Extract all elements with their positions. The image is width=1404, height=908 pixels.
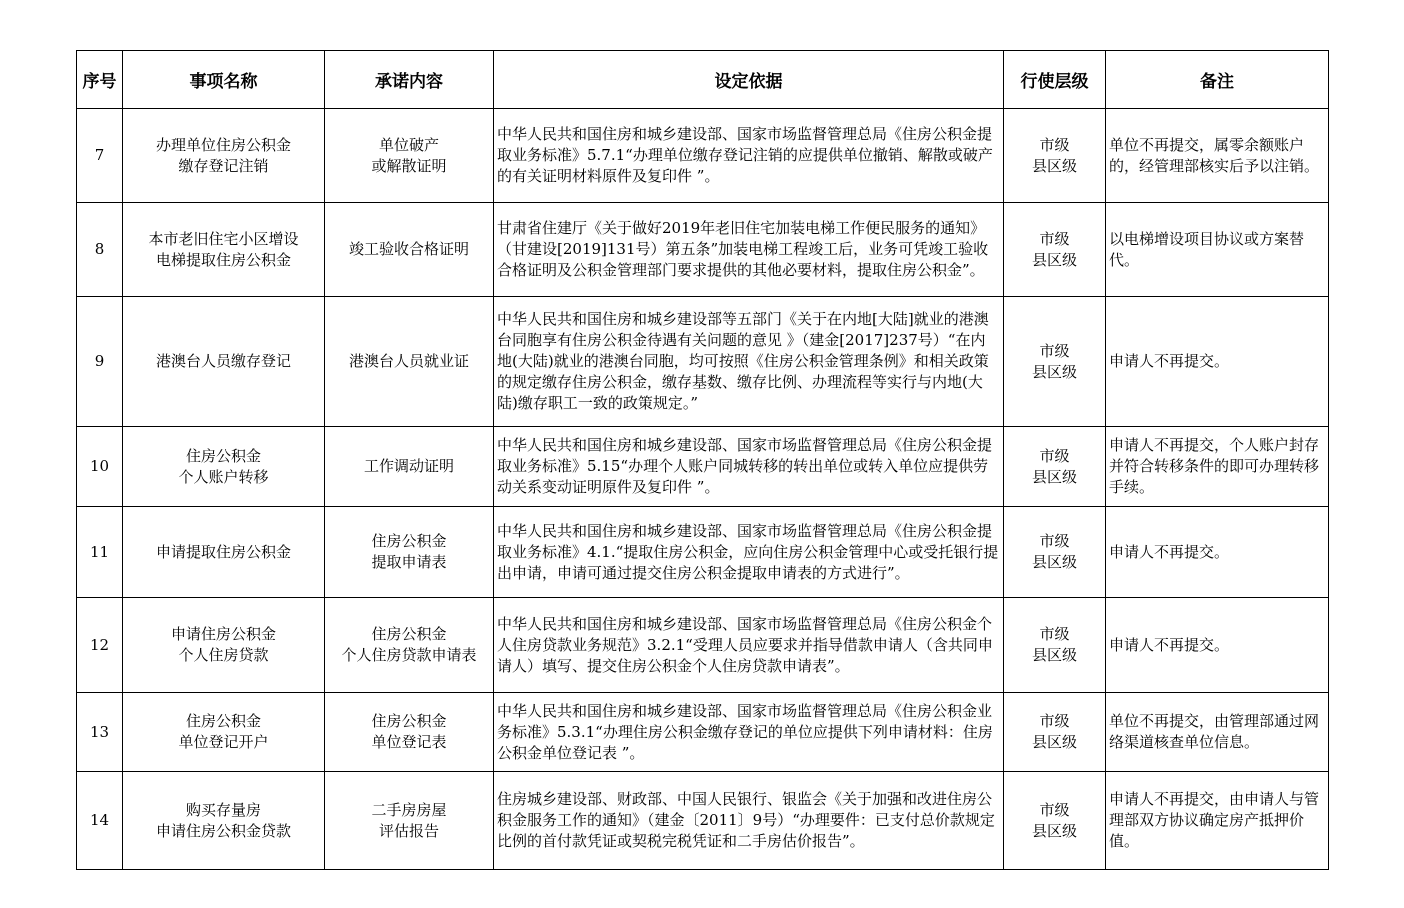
table-row: [77, 297, 1329, 427]
item-name: [123, 427, 325, 507]
item-name-line: 缴存登记注销: [178, 156, 269, 175]
legal-basis: 甘肃省住建厅《关于做好2019年老旧住宅加装电梯工作便民服务的通知》（甘建设[2019]131号）第五条”加装电梯工程竣工后，业务可凭竣工验收合格证明及公积金管理部门要求提供的其他必要材料，提取住房公积金”。: [494, 203, 1004, 297]
remark: 单位不再提交，由管理部通过网络渠道核查单位信息。: [1106, 693, 1329, 772]
commitment-content: [325, 598, 494, 693]
table-row: [77, 598, 1329, 693]
table-row: [77, 507, 1329, 598]
commitment-line: 住房公积金: [371, 712, 447, 730]
remark: 申请人不再提交。: [1106, 297, 1329, 427]
item-name: [123, 598, 325, 693]
jurisdiction-level: [1004, 427, 1106, 507]
legal-basis: 中华人民共和国住房和城乡建设部、国家市场监督管理总局《住房公积金提取业务标准》5.15“办理个人账户同城转移的转出单位或转入单位应提供劳动关系变动证明原件及复印件 ”。: [494, 427, 1004, 507]
table-row: [77, 693, 1329, 772]
table-row: [77, 427, 1329, 507]
table-row: [77, 109, 1329, 203]
commitment-line: 评估报告: [378, 821, 439, 840]
commitment-content: [325, 427, 494, 507]
level-line: 市级: [1039, 532, 1070, 550]
row-number: 11: [77, 507, 123, 598]
remark: 申请人不再提交。: [1106, 507, 1329, 598]
header-cell-name: 事项名称: [123, 51, 325, 109]
item-name-line: 单位登记开户: [178, 733, 269, 751]
item-name-line: 申请住房公积金: [170, 625, 276, 643]
level-line: 市级: [1039, 229, 1070, 248]
level-line: 县区级: [1031, 733, 1077, 751]
commitment-content: [325, 507, 494, 598]
commitment-content: [325, 297, 494, 427]
legal-basis: 中华人民共和国住房和城乡建设部、国家市场监督管理总局《住房公积金提取业务标准》5.7.1“办理单位缴存登记注销的应提供单位撤销、解散或破产的有关证明材料原件及复印件 ”。: [494, 109, 1004, 203]
level-line: 市级: [1039, 625, 1070, 643]
commitment-line: 竣工验收合格证明: [348, 240, 469, 258]
item-name-line: 住房公积金: [185, 712, 261, 730]
row-number: 7: [77, 109, 123, 203]
item-name-line: 住房公积金: [185, 446, 261, 465]
legal-basis: 中华人民共和国住房和城乡建设部、国家市场监督管理总局《住房公积金提取业务标准》4.1.“提取住房公积金，应向住房公积金管理中心或受托银行提出申请，申请可通过提交住房公积金提取申请表的方式进行”。: [494, 507, 1004, 598]
row-number: 9: [77, 297, 123, 427]
level-line: 市级: [1039, 341, 1070, 360]
item-name-line: 办理单位住房公积金: [155, 135, 291, 154]
level-line: 县区级: [1031, 250, 1077, 269]
jurisdiction-level: [1004, 297, 1106, 427]
item-name-line: 申请提取住房公积金: [155, 542, 291, 561]
header-row: [77, 51, 1329, 109]
remark: 申请人不再提交，个人账户封存并符合转移条件的即可办理转移手续。: [1106, 427, 1329, 507]
header-cell-basis: 设定依据: [494, 51, 1004, 109]
header-cell-commitment: 承诺内容: [325, 51, 494, 109]
row-number: 14: [77, 772, 123, 870]
legal-basis: 住房城乡建设部、财政部、中国人民银行、银监会《关于加强和改进住房公积金服务工作的通知》（建金〔2011〕9号）“办理要件：已支付总价款规定比例的首付款凭证或契税完税凭证和二手房估价报告”。: [494, 772, 1004, 870]
commitment-line: 工作调动证明: [363, 457, 454, 475]
level-line: 县区级: [1031, 646, 1077, 664]
row-number: 12: [77, 598, 123, 693]
commitment-line: 住房公积金: [371, 532, 447, 550]
jurisdiction-level: [1004, 598, 1106, 693]
table-row: [77, 772, 1329, 870]
table-row: [77, 203, 1329, 297]
level-line: 市级: [1039, 446, 1070, 465]
item-name: [123, 297, 325, 427]
commitment-line: 个人住房贷款申请表: [341, 646, 477, 664]
level-line: 县区级: [1031, 156, 1077, 175]
commitment-content: [325, 693, 494, 772]
commitment-line: 提取申请表: [371, 553, 447, 571]
row-number: 13: [77, 693, 123, 772]
jurisdiction-level: [1004, 772, 1106, 870]
item-name: [123, 693, 325, 772]
header-cell-no: 序号: [77, 51, 123, 109]
item-name: [123, 772, 325, 870]
commitment-content: [325, 109, 494, 203]
commitment-content: [325, 772, 494, 870]
level-line: 县区级: [1031, 467, 1077, 486]
commitment-line: 单位登记表: [371, 733, 447, 751]
item-name: [123, 203, 325, 297]
item-name-line: 本市老旧住宅小区增设: [148, 229, 299, 248]
item-name-line: 电梯提取住房公积金: [155, 250, 291, 269]
item-name-line: 港澳台人员缴存登记: [155, 352, 291, 370]
item-name-line: 购买存量房: [185, 800, 261, 819]
legal-basis: 中华人民共和国住房和城乡建设部、国家市场监督管理总局《住房公积金业务标准》5.3.1“办理住房公积金缴存登记的单位应提供下列申请材料：住房公积金单位登记表 ”。: [494, 693, 1004, 772]
item-name: [123, 109, 325, 203]
level-line: 市级: [1039, 135, 1070, 154]
level-line: 县区级: [1031, 553, 1077, 571]
jurisdiction-level: [1004, 109, 1106, 203]
commitment-line: 二手房房屋: [371, 800, 447, 819]
row-number: 10: [77, 427, 123, 507]
remark: 申请人不再提交，由申请人与管理部双方协议确定房产抵押价值。: [1106, 772, 1329, 870]
row-number: 8: [77, 203, 123, 297]
item-name-line: 个人住房贷款: [178, 646, 269, 664]
jurisdiction-level: [1004, 203, 1106, 297]
commitment-table: [76, 50, 1329, 870]
header-cell-level: 行使层级: [1004, 51, 1106, 109]
remark: 以电梯增设项目协议或方案替代。: [1106, 203, 1329, 297]
header-cell-note: 备注: [1106, 51, 1329, 109]
item-name-line: 个人账户转移: [178, 467, 269, 486]
level-line: 市级: [1039, 712, 1070, 730]
item-name: [123, 507, 325, 598]
level-line: 县区级: [1031, 821, 1077, 840]
jurisdiction-level: [1004, 693, 1106, 772]
commitment-line: 或解散证明: [371, 156, 447, 175]
jurisdiction-level: [1004, 507, 1106, 598]
item-name-line: 申请住房公积金贷款: [155, 821, 291, 840]
level-line: 市级: [1039, 800, 1070, 819]
commitment-line: 住房公积金: [371, 625, 447, 643]
level-line: 县区级: [1031, 362, 1077, 381]
commitment-line: 单位破产: [378, 135, 439, 154]
remark: 申请人不再提交。: [1106, 598, 1329, 693]
commitment-content: [325, 203, 494, 297]
commitment-line: 港澳台人员就业证: [348, 352, 469, 370]
remark: 单位不再提交，属零余额账户的，经管理部核实后予以注销。: [1106, 109, 1329, 203]
legal-basis: 中华人民共和国住房和城乡建设部、国家市场监督管理总局《住房公积金个人住房贷款业务规范》3.2.1“受理人员应要求并指导借款申请人（含共同申请人）填写、提交住房公积金个人住房贷款申请表”。: [494, 598, 1004, 693]
legal-basis: 中华人民共和国住房和城乡建设部等五部门《关于在内地[大陆]就业的港澳台同胞享有住房公积金待遇有关问题的意见 》（建金[2017]237号）“在内地(大陆)就业的港澳台同胞，均可按照《住房公积金管理条例》和相关政策的规定缴存住房公积金，缴存基数、缴存比例、办理流程等实行与内地(大陆)缴存职工一致的政策规定。”: [494, 297, 1004, 427]
